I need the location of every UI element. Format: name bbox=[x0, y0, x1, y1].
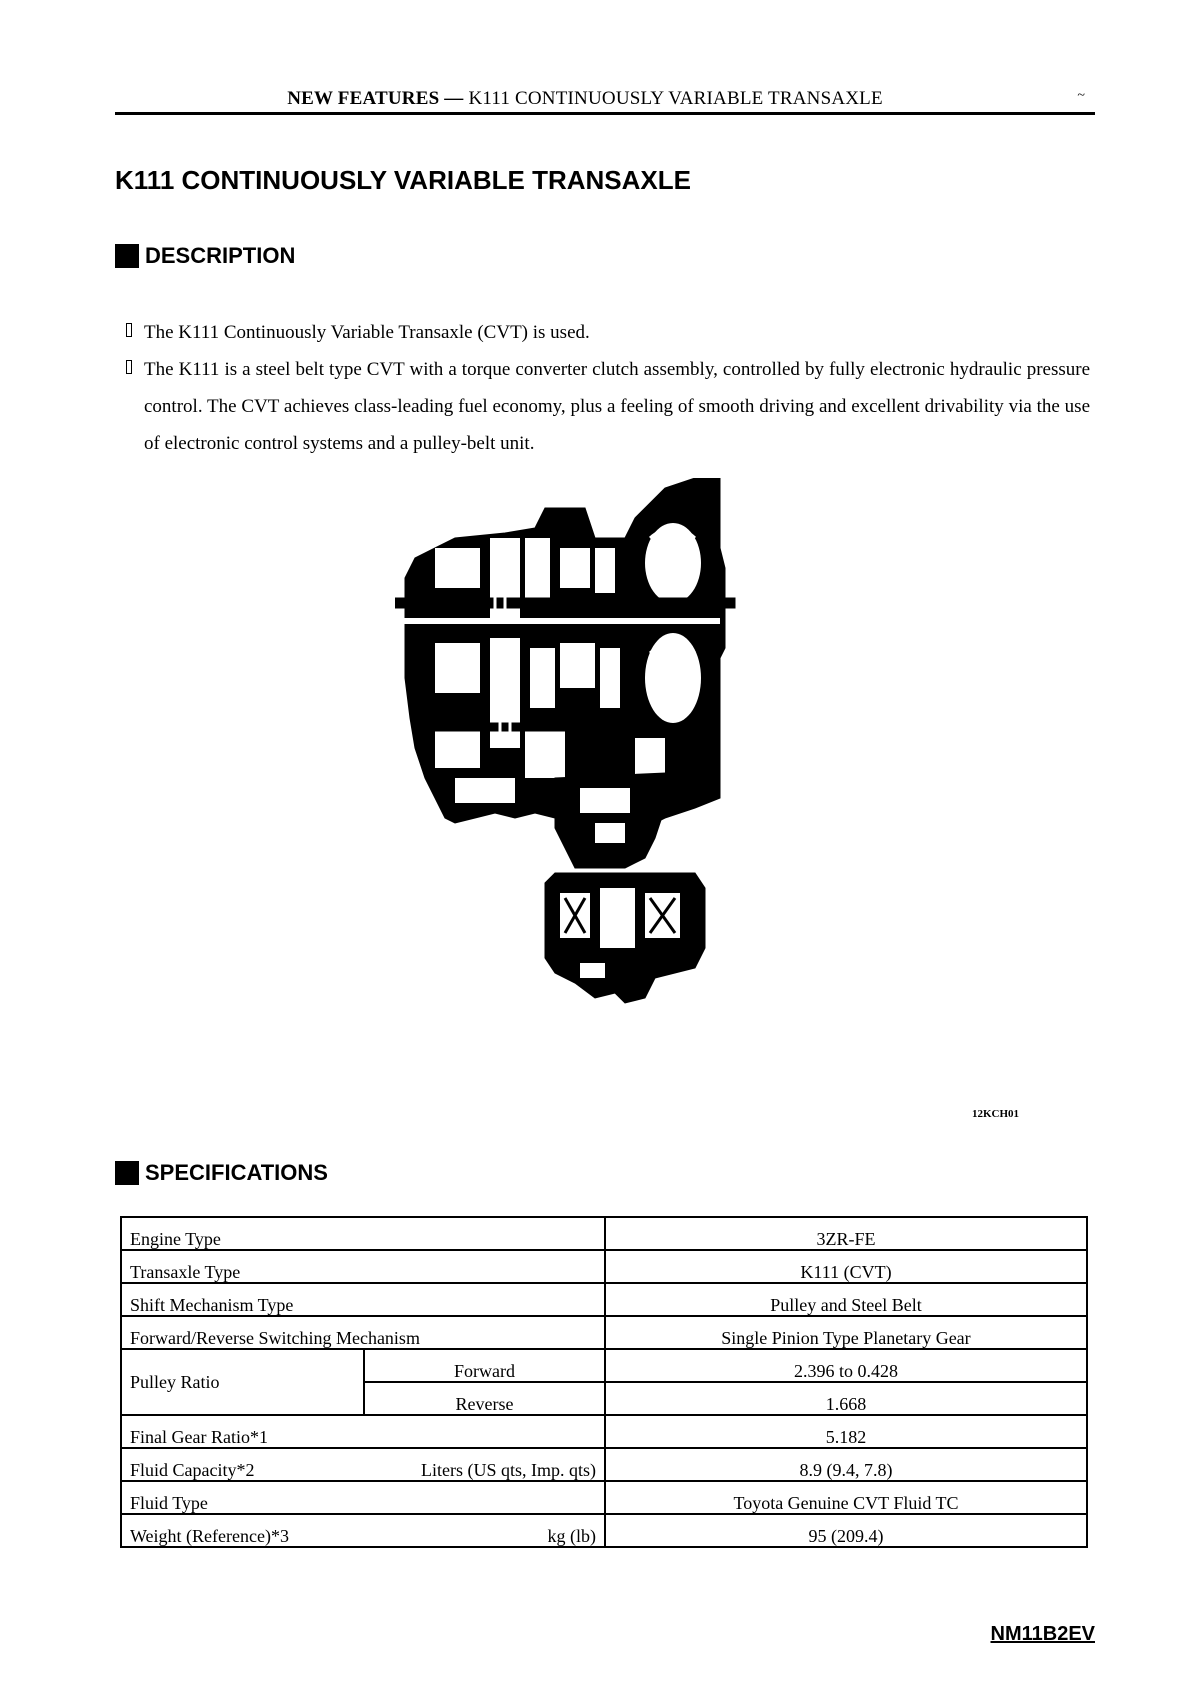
spec-label-cell bbox=[121, 1448, 605, 1481]
spec-value: 95 (209.4) bbox=[605, 1514, 1087, 1547]
spec-value: K111 (CVT) bbox=[605, 1250, 1087, 1283]
spec-value: 1.668 bbox=[605, 1382, 1087, 1415]
description-heading-text: DESCRIPTION bbox=[145, 243, 296, 268]
spec-unit: kg (lb) bbox=[547, 1526, 596, 1546]
bullet-text: The K111 Continuously Variable Transaxle (CVT) is used. bbox=[144, 322, 590, 343]
cvt-cross-section-diagram bbox=[395, 478, 795, 1098]
spec-label: Shift Mechanism Type bbox=[121, 1283, 605, 1316]
spec-label: Fluid Type bbox=[121, 1481, 605, 1514]
spec-value: 2.396 to 0.428 bbox=[605, 1349, 1087, 1382]
table-row bbox=[121, 1415, 1087, 1448]
spec-unit: Liters (US qts, Imp. qts) bbox=[420, 1460, 596, 1480]
specifications-heading bbox=[115, 1160, 328, 1186]
document-code: NM11B2EV bbox=[990, 1623, 1095, 1645]
bullet-box-icon bbox=[126, 360, 132, 374]
spec-label-cell bbox=[121, 1514, 605, 1547]
bullet-item bbox=[126, 314, 1090, 351]
description-heading bbox=[115, 243, 295, 269]
figure-id: 12KCH01 bbox=[972, 1108, 1020, 1120]
header-title bbox=[115, 88, 1055, 110]
spec-value: 3ZR-FE bbox=[605, 1217, 1087, 1250]
table-row bbox=[121, 1316, 1087, 1349]
page-header bbox=[115, 86, 1095, 115]
table-row bbox=[121, 1481, 1087, 1514]
bullet-box-icon bbox=[126, 323, 132, 337]
table-row bbox=[121, 1283, 1087, 1316]
spec-sublabel: Forward bbox=[364, 1349, 605, 1382]
spec-label: Forward/Reverse Switching Mechanism bbox=[121, 1316, 605, 1349]
spec-sublabel: Reverse bbox=[364, 1382, 605, 1415]
spec-label: Weight (Reference)*3 bbox=[130, 1526, 289, 1546]
header-page-mark: ~ bbox=[1077, 88, 1085, 103]
spec-value: Single Pinion Type Planetary Gear bbox=[605, 1316, 1087, 1349]
table-row bbox=[121, 1349, 1087, 1382]
spec-value: Pulley and Steel Belt bbox=[605, 1283, 1087, 1316]
specifications-heading-text: SPECIFICATIONS bbox=[145, 1160, 328, 1185]
spec-label: Pulley Ratio bbox=[121, 1349, 364, 1415]
header-bold-text: NEW FEATURES — bbox=[287, 88, 464, 109]
specifications-table bbox=[120, 1216, 1088, 1548]
section-square-icon bbox=[115, 244, 139, 268]
table-row bbox=[121, 1250, 1087, 1283]
bullet-item bbox=[126, 351, 1090, 462]
page-title: K111 CONTINUOUSLY VARIABLE TRANSAXLE bbox=[115, 165, 691, 195]
spec-value: Toyota Genuine CVT Fluid TC bbox=[605, 1481, 1087, 1514]
bullet-text: The K111 is a steel belt type CVT with a torque converter clutch assembly, controlled by fully electronic hydraulic pressure control. The CVT achieves class-leading fuel economy, plus a feeling of smooth driving and excellent drivability via the use of electronic control systems and a pulley-belt unit. bbox=[144, 359, 1090, 454]
table-row bbox=[121, 1514, 1087, 1547]
spec-label: Transaxle Type bbox=[121, 1250, 605, 1283]
header-rest-text: K111 CONTINUOUSLY VARIABLE TRANSAXLE bbox=[463, 88, 883, 109]
spec-label: Engine Type bbox=[121, 1217, 605, 1250]
spec-value: 5.182 bbox=[605, 1415, 1087, 1448]
table-row bbox=[121, 1448, 1087, 1481]
spec-value: 8.9 (9.4, 7.8) bbox=[605, 1448, 1087, 1481]
table-row bbox=[121, 1217, 1087, 1250]
spec-label: Final Gear Ratio*1 bbox=[121, 1415, 605, 1448]
section-square-icon bbox=[115, 1161, 139, 1185]
description-bullets bbox=[126, 314, 1090, 462]
spec-label: Fluid Capacity*2 bbox=[130, 1460, 255, 1480]
